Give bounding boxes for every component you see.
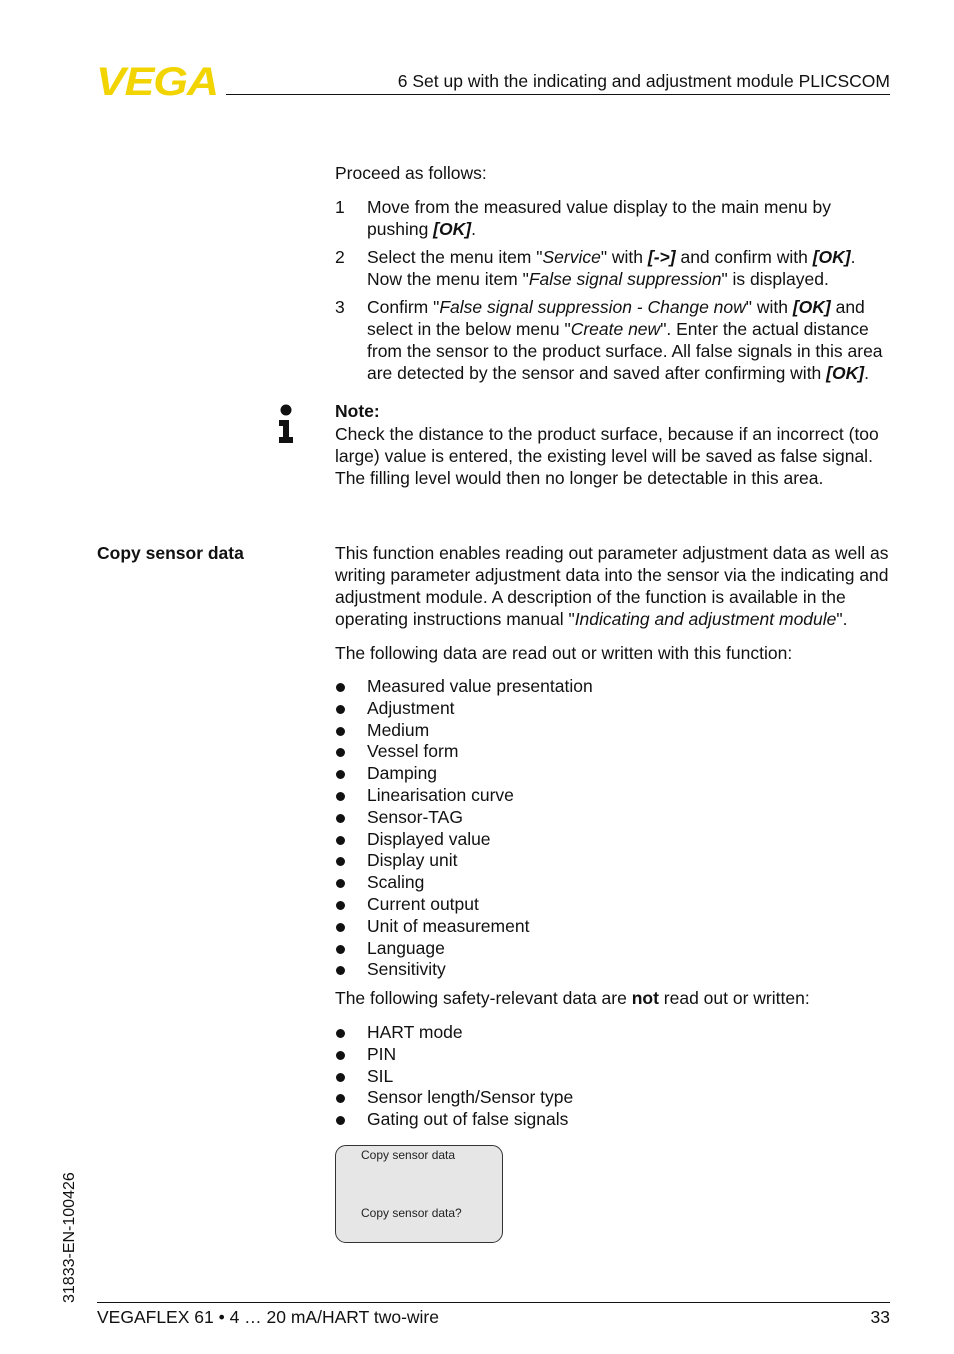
bullet-icon <box>336 966 345 975</box>
footer-divider <box>97 1302 890 1303</box>
bullet-icon <box>336 923 345 932</box>
note-title: Note: <box>335 401 380 421</box>
bullet-icon <box>336 705 345 714</box>
display-screen <box>335 1145 503 1243</box>
info-icon <box>276 404 296 444</box>
vega-logo <box>96 64 220 98</box>
list-item: Language <box>335 938 891 960</box>
document-id: 31833-EN-100426 <box>61 1172 78 1303</box>
display-line-2: Copy sensor data? <box>361 1206 462 1220</box>
list-item: Vessel form <box>335 741 891 763</box>
bullet-icon <box>336 1073 345 1082</box>
safety-list <box>335 1022 891 1131</box>
list-item: Linearisation curve <box>335 785 891 807</box>
data-list <box>335 676 891 981</box>
intro-text: Proceed as follows: <box>335 163 487 183</box>
list-item: Medium <box>335 720 891 742</box>
step-text: Select the menu item "Service" with [->] and confirm with [OK]. Now the menu item "False signal suppression" is displayed. <box>367 247 856 289</box>
step-text: Confirm "False signal suppression - Change now" with [OK] and select in the below menu "Create new". Enter the actual distance from the sensor to the product surface. All false signals in this area are detected by the sensor and saved after confirming with [OK]. <box>367 297 883 383</box>
list-item: Unit of measurement <box>335 916 891 938</box>
section-paragraph: This function enables reading out parameter adjustment data as well as writing parameter adjustment data into the sensor via the indicating and adjustment module. A description of the function is available in the operating instructions manual "Indicating and adjustment module". <box>335 543 889 629</box>
list-item: HART mode <box>335 1022 891 1044</box>
footer-product: VEGAFLEX 61 • 4 … 20 mA/HART two-wire <box>97 1307 439 1327</box>
list-item: Sensor length/Sensor type <box>335 1087 891 1109</box>
bullet-icon <box>336 857 345 866</box>
bullet-icon <box>336 814 345 823</box>
bullet-icon <box>336 945 345 954</box>
list-item: Adjustment <box>335 698 891 720</box>
list-item: Measured value presentation <box>335 676 891 698</box>
bullet-icon <box>336 1094 345 1103</box>
page-number: 33 <box>870 1307 890 1327</box>
safety-intro: The following safety-relevant data are not read out or written: <box>335 988 810 1008</box>
list-item: PIN <box>335 1044 891 1066</box>
list-item: Displayed value <box>335 829 891 851</box>
list-intro: The following data are read out or written with this function: <box>335 643 793 663</box>
step-number: 2 <box>335 247 345 267</box>
list-item: Display unit <box>335 850 891 872</box>
logo-text: VEGA <box>96 64 218 98</box>
list-item: Scaling <box>335 872 891 894</box>
bullet-icon <box>336 748 345 757</box>
step-number: 3 <box>335 297 345 317</box>
bullet-icon <box>336 901 345 910</box>
bullet-icon <box>336 770 345 779</box>
note-text: Check the distance to the product surface, because if an incorrect (too large) value is entered, the existing level will be saved as false signal. The filling level would then no longer be detectable in this area. <box>335 424 879 488</box>
list-item: SIL <box>335 1066 891 1088</box>
step-text: Move from the measured value display to the main menu by pushing [OK]. <box>367 197 831 239</box>
chapter-header: 6 Set up with the indicating and adjustment module PLICSCOM <box>397 71 890 91</box>
bullet-icon <box>336 836 345 845</box>
bullet-icon <box>336 727 345 736</box>
list-item: Current output <box>335 894 891 916</box>
display-line-1: Copy sensor data <box>361 1148 456 1162</box>
bullet-icon <box>336 1029 345 1038</box>
step-number: 1 <box>335 197 345 217</box>
bullet-icon <box>336 1051 345 1060</box>
section-heading: Copy sensor data <box>97 543 244 563</box>
header-divider <box>226 94 890 95</box>
list-item: Gating out of false signals <box>335 1109 891 1131</box>
list-item: Sensor-TAG <box>335 807 891 829</box>
list-item: Sensitivity <box>335 959 891 981</box>
bullet-icon <box>336 683 345 692</box>
bullet-icon <box>336 879 345 888</box>
bullet-icon <box>336 792 345 801</box>
list-item: Damping <box>335 763 891 785</box>
bullet-icon <box>336 1116 345 1125</box>
